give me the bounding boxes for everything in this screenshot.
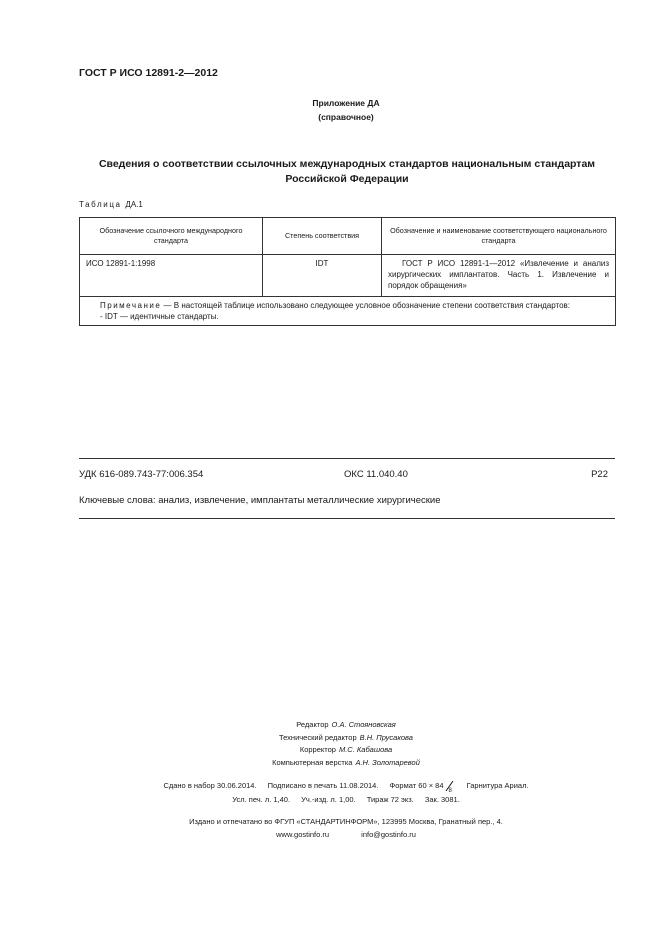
- credit-proofreader: [0, 744, 661, 757]
- format-fraction: [444, 781, 456, 795]
- imprint-submitted: Сдано в набор 30.06.2014.: [163, 781, 257, 790]
- imprint-print-sheets: Усл. печ. л. 1,40.: [232, 795, 291, 804]
- rule-top: [79, 458, 615, 459]
- document-code: ГОСТ Р ИСО 12891-2—2012: [79, 67, 218, 79]
- note-text: [86, 300, 609, 311]
- oks-code: ОКС 11.040.40: [344, 469, 408, 480]
- udk-code: УДК 616-089.743-77:006.354: [79, 469, 204, 480]
- imprint-order: Зак. 3081.: [424, 795, 460, 804]
- imprint-format: Формат 60 × 84: [389, 781, 444, 790]
- table-note-row: [80, 297, 616, 326]
- header-degree: Степень соответствия: [263, 218, 382, 255]
- credit-role: Корректор: [299, 745, 336, 754]
- credit-role: Редактор: [296, 720, 329, 729]
- main-title-line2: Российской Федерации: [285, 173, 409, 185]
- cell-national: ГОСТ Р ИСО 12891-1—2012 «Извлечение и анализ хирургических имплантатов. Часть 1. Извлечение и порядок обращения»: [382, 255, 616, 297]
- note-body: — В настоящей таблице использовано следующее условное обозначение степени соответствия стандартов:: [163, 301, 570, 310]
- appendix-heading: [0, 96, 661, 124]
- credit-role: Компьютерная верстка: [272, 757, 353, 767]
- group-code: Р22: [591, 469, 608, 480]
- publisher-info: [0, 815, 661, 841]
- credits: [0, 719, 661, 769]
- credit-tech-editor: [0, 732, 661, 745]
- publisher-site-link[interactable]: www.gostinfo.ru: [276, 830, 330, 839]
- note-item: - IDT — идентичные стандарты.: [100, 312, 219, 321]
- imprint-line1: [0, 779, 661, 793]
- keywords: Ключевые слова: анализ, извлечение, имплантаты металлические хирургические: [79, 495, 441, 506]
- appendix-title: Приложение ДА: [312, 98, 380, 108]
- main-title-line1: Сведения о соответствии ссылочных международных стандартов национальным стандартам: [98, 158, 596, 170]
- header-international-standard: Обозначение ссылочного международного стандарта: [80, 218, 263, 255]
- format-fraction-denominator: 8: [448, 788, 452, 795]
- table-note: [80, 297, 616, 326]
- appendix-subtitle: (справочное): [318, 112, 374, 122]
- imprint-circulation: Тираж 72 экз.: [366, 795, 414, 804]
- references-table: [79, 217, 616, 326]
- main-title: [79, 157, 615, 187]
- imprint: [0, 779, 661, 807]
- table-row: [80, 255, 616, 297]
- cell-ref: ИСО 12891-1:1998: [80, 255, 263, 297]
- credit-editor: [0, 719, 661, 732]
- table-label: [79, 200, 143, 209]
- imprint-line2: [0, 793, 661, 807]
- credit-name: В.Н. Прусакова: [359, 732, 413, 742]
- publisher-contacts: [0, 828, 661, 841]
- credit-layout: [0, 757, 661, 770]
- cell-degree: IDT: [263, 255, 382, 297]
- credit-name: О.А. Стояновская: [331, 720, 396, 729]
- credit-name: А.Н. Золотаревой: [355, 757, 420, 767]
- table-header-row: [80, 218, 616, 255]
- imprint-signed: Подписано в печать 11.08.2014.: [267, 781, 379, 790]
- publisher-address: Издано и отпечатано во ФГУП «СТАНДАРТИНФОРМ», 123995 Москва, Гранатный пер., 4.: [189, 817, 503, 826]
- note-label: Примечание: [100, 301, 162, 310]
- imprint-publisher-sheets: Уч.-изд. л. 1,00.: [301, 795, 356, 804]
- header-national-standard: Обозначение и наименование соответствующего национального стандарта: [382, 218, 616, 255]
- imprint-typeface: Гарнитура Ариал.: [466, 781, 529, 790]
- rule-bottom: [79, 518, 615, 519]
- table-label-number: ДА.1: [125, 200, 143, 209]
- table-label-prefix: Таблица: [79, 200, 122, 209]
- publisher-email-link[interactable]: info@gostinfo.ru: [361, 830, 416, 839]
- credit-role: Технический редактор: [279, 732, 357, 742]
- credit-name: М.С. Кабашова: [338, 745, 393, 754]
